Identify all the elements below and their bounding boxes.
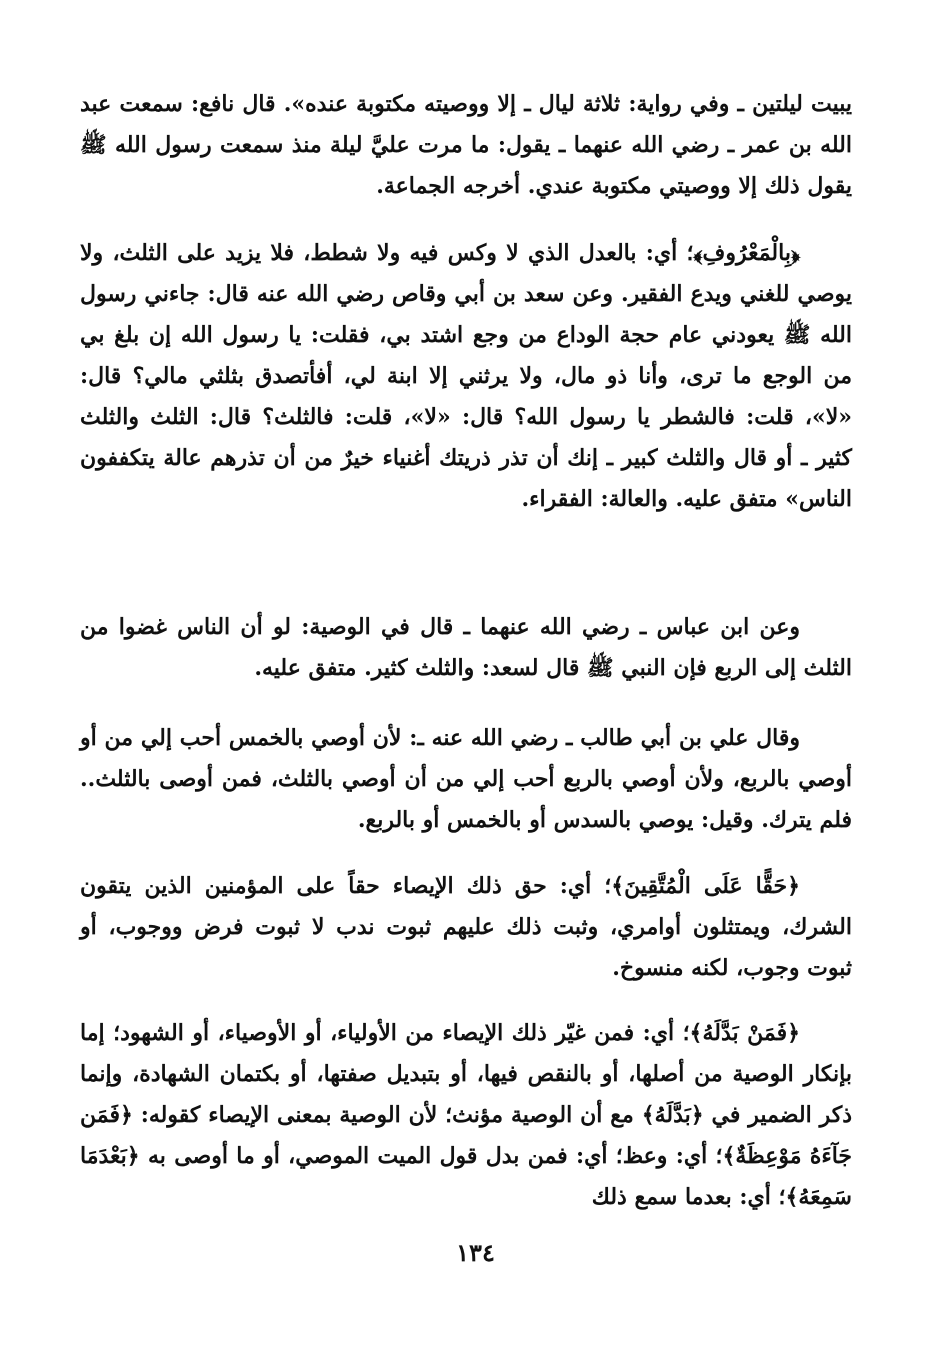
paragraph-5: ﴿حَقًّا عَلَى الْمُتَّقِينَ﴾؛ أي: حق ذلك الإيصاء حقاً على المؤمنين الذين يتقون الشرك، ويمتثلون أوامري، وثبت ذلك عليهم ثبوت ندب لا ثبوت فرض ووجوب، أو ثبوت وجوب، لكنه منسوخ. bbox=[80, 873, 852, 981]
paragraph-2: ﴿بِالْمَعْرُوفِ﴾؛ أي: بالعدل الذي لا وكس فيه ولا شطط، فلا يزيد على الثلث، ولا يوصي للغني ويدع الفقير. وعن سعد بن أبي وقاص رضي الله عنه قال: جاءني رسول الله ﷺ يعودني عام حجة الوداع من وجع اشتد بي، فقلت: يا رسول الله إن بلغ بي من الوجع ما ترى، وأنا ذو مال، ولا يرثني إلا ابنة لي، أفأتصدق بثلثي مالي؟ قال: «لا»، قلت: فالشطر يا رسول الله؟ قال: «لا»، قلت: فالثلث؟ قال: الثلث والثلث كثير ـ أو قال والثلث كبير ـ إنك أن تذر ذريتك أغنياء خيرٌ من أن تذرهم عالة يتكففون الناس» متفق عليه. والعالة: الفقراء. bbox=[80, 240, 852, 512]
paragraph-4: وقال علي بن أبي طالب ـ رضي الله عنه ـ: لأن أوصي بالخمس أحب إلي من أو أوصي بالربع، ولأن أوصي بالربع أحب إلي من أن أوصي بالثلث، فمن أوصى بالثلث.. فلم يترك. وقيل: يوصي بالسدس أو بالخمس أو بالربع. bbox=[80, 725, 852, 833]
paragraph-6: ﴿فَمَنْ بَدَّلَهُ﴾؛ أي: فمن غيّر ذلك الإيصاء من الأولياء، أو الأوصياء، أو الشهود؛ إما بإنكار الوصية من أصلها، أو بالنقص فيها، أو بتبديل صفتها، أو بكتمان الشهادة، وإنما ذكر الضمير في ﴿بَدَّلَهُ﴾ مع أن الوصية مؤنث؛ لأن الوصية بمعنى الإيصاء كقوله: ﴿فَمَن جَآءَهُ مَوْعِظَةٌ﴾؛ أي: وعظ؛ أي: فمن بدل قول الميت الموصي، أو ما أوصى به ﴿بَعْدَمَا سَمِعَهُ﴾؛ أي: بعدما سمع ذلك bbox=[80, 1020, 852, 1210]
paragraph-3: وعن ابن عباس ـ رضي الله عنهما ـ قال في الوصية: لو أن الناس غضوا من الثلث إلى الربع فإن النبي ﷺ قال لسعد: والثلث كثير. متفق عليه. bbox=[80, 614, 852, 681]
page-number: ١٣٤ bbox=[456, 1238, 495, 1267]
paragraph-1: يبيت ليلتين ـ وفي رواية: ثلاثة ليال ـ إلا ووصيته مكتوبة عنده». قال نافع: سمعت عبد الله بن عمر ـ رضي الله عنهما ـ يقول: ما مرت عليَّ ليلة منذ سمعت رسول الله ﷺ يقول ذلك إلا ووصيتي مكتوبة عندي. أخرجه الجماعة. bbox=[80, 91, 853, 199]
